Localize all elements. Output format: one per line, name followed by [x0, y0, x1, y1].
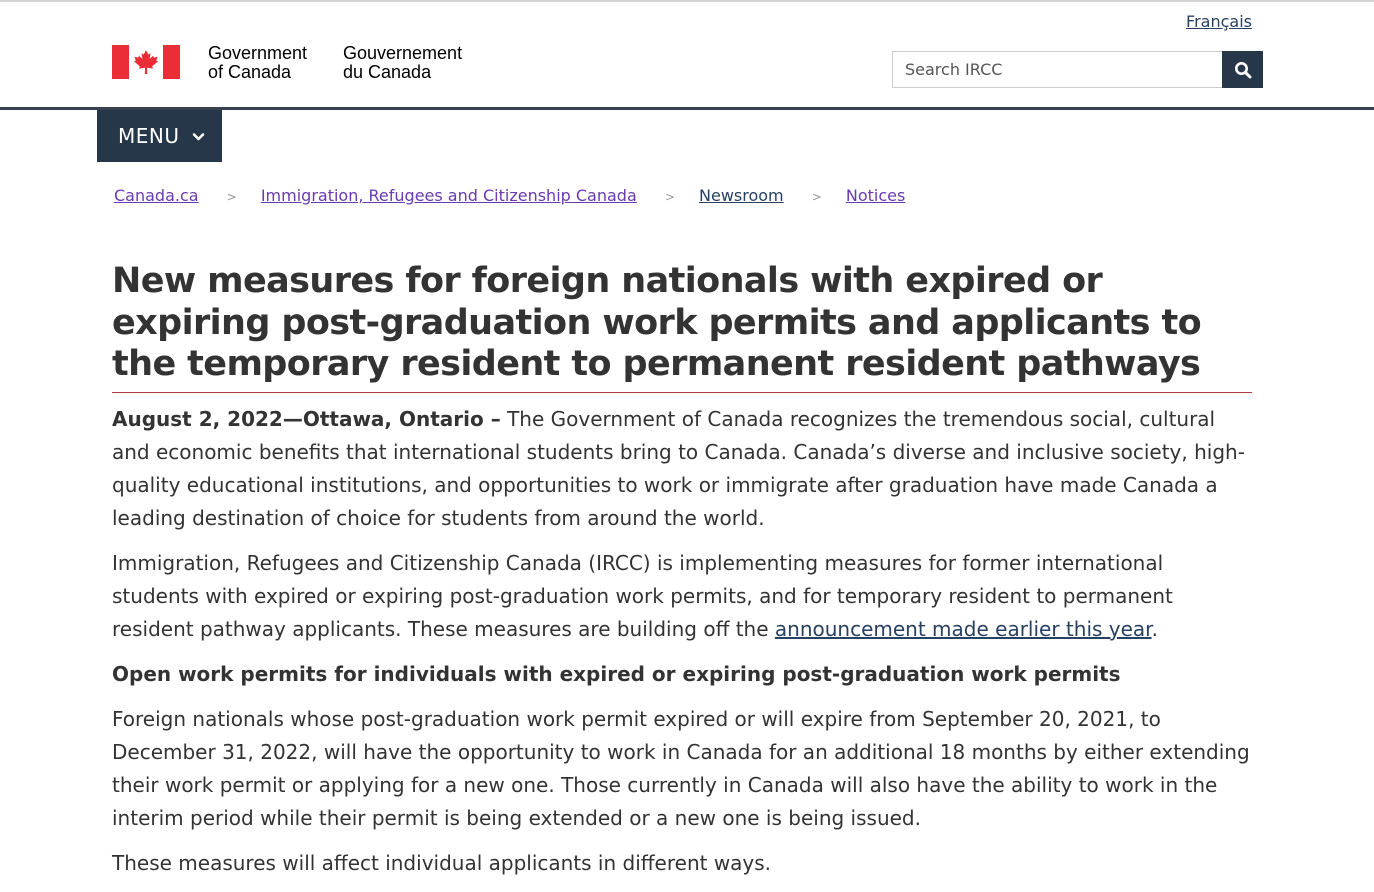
search-input[interactable]: [892, 51, 1222, 88]
brand-en-line2: of Canada: [208, 62, 292, 82]
breadcrumb-link-ircc[interactable]: Immigration, Refugees and Citizenship Canada: [260, 186, 637, 205]
search-form: [892, 51, 1263, 88]
brand-en-line1: Government: [208, 43, 308, 63]
search-button[interactable]: [1222, 51, 1263, 88]
menu-button[interactable]: [97, 110, 222, 162]
paragraph-intro: [112, 403, 1252, 535]
breadcrumb-link-notices[interactable]: Notices: [845, 186, 906, 205]
paragraph-applicants: These measures will affect individual applicants in different ways.: [112, 851, 772, 875]
paragraph-open-work-permits: Foreign nationals whose post-graduation work permit expired or will expire from September 20, 2021, to December 31, 2022, will have the opportunity to work in Canada for an additional 18 months by either extending their work permit or applying for a new one. Those currently in Canada will also have the ability to work in the interim period while their permit is being extended or a new one is being issued.: [112, 707, 1250, 830]
paragraph-intro-text: The Government of Canada recognizes the tremendous social, cultural and economic benefits that international students bring to Canada. Canada’s diverse and inclusive society, high-quality educational institutions, and opportunities to work or immigrate after graduation have made Canada a leading destination of choice for students from around the world.: [112, 407, 1245, 530]
paragraph-measures-text: Immigration, Refugees and Citizenship Canada (IRCC) is implementing measures for former international students with expired or expiring post-graduation work permits, and for temporary resident to permanent resident pathway applicants. These measures are building off the: [112, 551, 1173, 641]
breadcrumb-separator: >: [811, 190, 822, 204]
dateline: August 2, 2022—Ottawa, Ontario –: [112, 407, 501, 431]
language-toggle-link[interactable]: Français: [1186, 12, 1252, 31]
paragraph-measures: [112, 547, 1252, 646]
breadcrumb-separator: >: [664, 190, 675, 204]
paragraph-measures-end: .: [1151, 617, 1158, 641]
breadcrumb-separator: >: [226, 190, 237, 204]
top-border: [0, 0, 1374, 2]
article-body: [112, 403, 1252, 892]
menu-label: MENU: [118, 124, 180, 148]
breadcrumb-link-canada[interactable]: Canada.ca: [114, 186, 199, 205]
search-icon: [1234, 61, 1252, 79]
government-signature[interactable]: [112, 43, 463, 82]
chevron-down-icon: [192, 132, 205, 142]
brand-french: [343, 44, 493, 82]
brand-fr-line1: Gouvernement: [343, 43, 463, 63]
brand-fr-line2: du Canada: [343, 62, 432, 82]
brand-english: [208, 44, 338, 82]
breadcrumb: [114, 186, 905, 205]
canada-flag-icon: [112, 45, 180, 79]
section-subheading: Open work permits for individuals with expired or expiring post-graduation work permits: [112, 662, 1121, 686]
announcement-link[interactable]: announcement made earlier this year: [774, 617, 1152, 641]
page-title: New measures for foreign nationals with expired or expiring post-graduation work permits and applicants to the temporary resident to permanent resident pathways: [112, 261, 1202, 384]
breadcrumb-link-newsroom[interactable]: Newsroom: [699, 186, 784, 205]
title-underline: [112, 392, 1252, 393]
